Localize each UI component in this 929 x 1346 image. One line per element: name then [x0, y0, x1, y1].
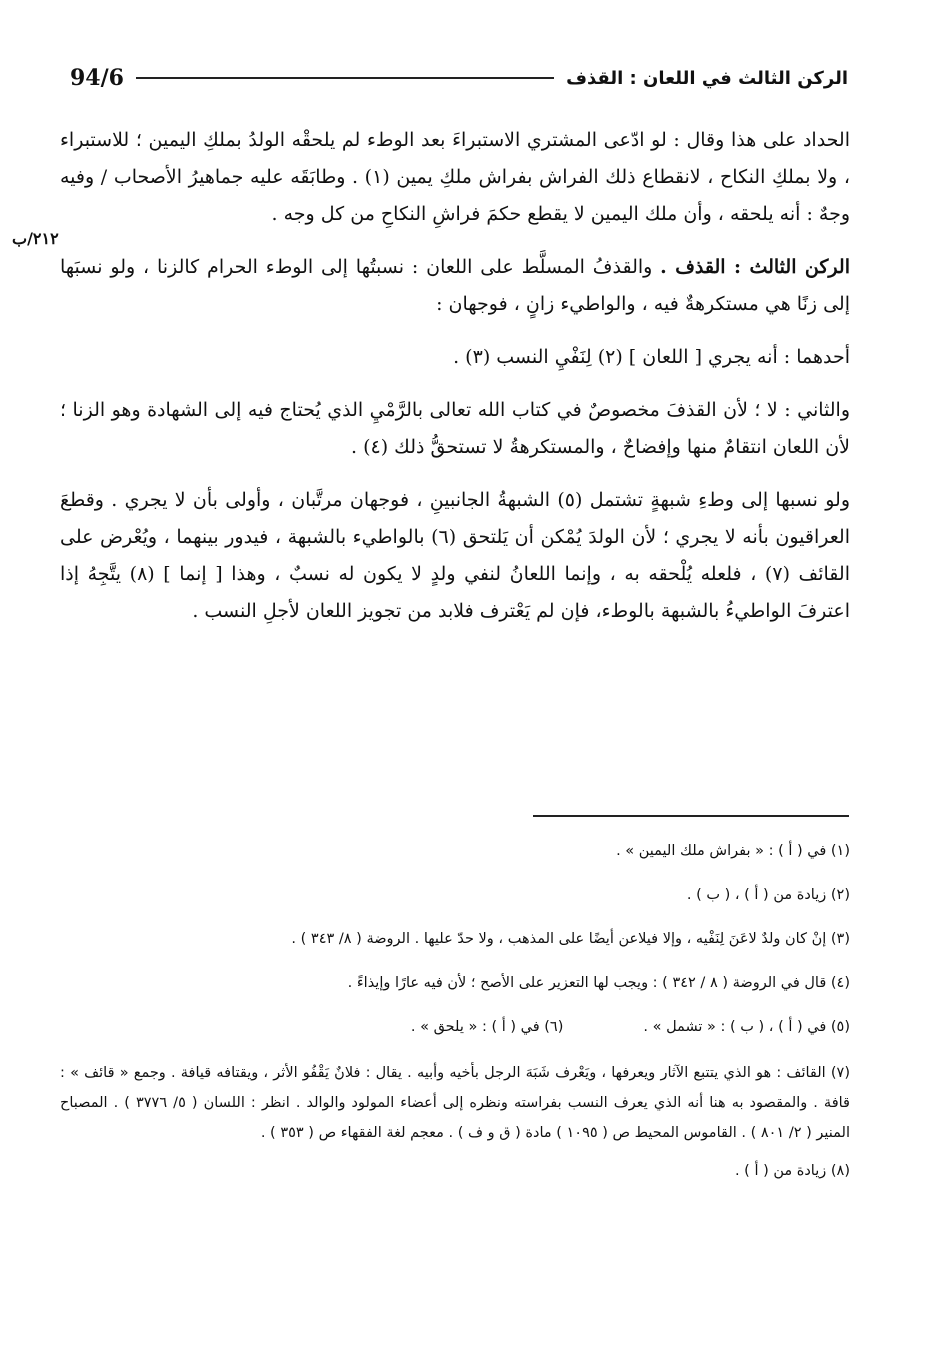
footnote: (٢) زيادة من ( أ ) ، ( ب ) .: [686, 887, 850, 903]
footnote-row: [60, 1014, 850, 1040]
paragraph: والثاني : لا ؛ لأن القذفَ مخصوصٌ في كتاب الله تعالى بالرَّمْيِ الذي يُحتاج فيه إلى الشهادة وهو الزنا ؛ لأن اللعان انتقامٌ منها وإفضاحٌ ، والمستكرهةُ لا تستحقُّ ذلك (٤) .: [60, 399, 850, 458]
paragraph: الحداد على هذا وقال : لو ادّعى المشتري الاستبراءَ بعد الوطء لم يلحقْه الولدُ بملكِ اليمين ؛ للاستبراء ، ولا بملكِ النكاح ، لانقطاع ذلك الفراش بفراش ملكِ يمين (١) . وطابَقَه عليه جماهيرُ الأصحاب / وفيه وجهٌ : أنه يلحقه ، وأن ملك اليمين لا يقطع حكمَ فراشِ النكاحِ من كل وجه .: [60, 129, 850, 225]
footnote: (٥) في ( أ ) ، ( ب ) : « تشمل » .: [643, 1019, 850, 1035]
header-rule: [136, 77, 554, 79]
footnote: (٧) القائف : هو الذي يتتبع الآثار ويعرفها ، ويَعْرف شَبَهَ الرجل بأخيه وأبيه . يقال : فلانٌ يَقْفُو الأثر ، ويقتافه قيافة . وجمع « قائف » : قافة . والمقصود به هنا أنه الذي يعرف النسب بفراسته ونظره إلى أعضاء المولود والوالد . انظر : اللسان ( ٥/ ٣٧٧٦ ) . المصباح المنير ( ٢/ ٨٠١ ) . القاموس المحيط ص ( ١٠٩٥ ) مادة ( ق و ف ) . معجم لغة الفقهاء ص ( ٣٥٣ ) .: [60, 1065, 850, 1141]
running-title: الركن الثالث في اللعان : القذف: [566, 67, 848, 89]
paragraph: [60, 249, 850, 323]
footnote-separator: [533, 815, 849, 817]
page-header: [70, 60, 848, 96]
footnote: (٤) قال في الروضة ( ٨ / ٣٤٢ ) : ويجب لها التعزير على الأصح ؛ لأن فيه عارًا وإيذاءً .: [347, 975, 850, 991]
footnotes: [60, 838, 850, 1202]
section-heading: الركن الثالث : القذف .: [660, 256, 850, 278]
footnote: (٨) زيادة من ( أ ) .: [734, 1163, 850, 1179]
footnote: (١) في ( أ ) : « بفراش ملك اليمين » .: [616, 843, 850, 859]
footnote: (٣) إنْ كان ولدٌ لاعَنَ لِنَفْيه ، وإلا فيلاعن أيضًا على المذهب ، ولا حدّ عليها . الروضة ( ٨/ ٣٤٣ ) .: [291, 931, 850, 947]
paragraph-text: والقذفُ المسلَّط على اللعان : نسبتُها إلى الوطء الحرام كالزنا ، ولو نسبَها إلى زنًا هي مستكرهةٌ فيه ، والواطيء زانٍ ، فوجهان :: [60, 256, 850, 315]
margin-folio: ٢١٢/ب: [12, 229, 59, 248]
paragraph: ولو نسبها إلى وطءِ شبهةٍ تشتمل (٥) الشبهةُ الجانبينِ ، فوجهان مرتَّبان ، وأولى بأن لا يجري . وقطعَ العراقيون بأنه لا يجري ؛ لأن الولدَ يُمْكن أن يَلتحق (٦) بالواطيء بالشبهة ، فيدور بينهما ، ويُعْرض على القائف (٧) ، فلعله يُلْحقه به ، وإنما اللعانُ لنفي ولدٍ لا يكون له نسبٌ ، وهذا [ إنما ] (٨) يتَّجِهُ إذا اعترفَ الواطيءُ بالشبهة بالوطء، فإن لم يَعْترف فلابد من تجويز اللعان لأجلِ النسب .: [60, 489, 850, 622]
page-number: 94/6: [70, 65, 124, 91]
footnote: (٦) في ( أ ) : « يلحق » .: [410, 1019, 564, 1035]
main-text: [60, 122, 850, 646]
paragraph: أحدهما : أنه يجري [ اللعان ] (٢) لِنَفْيِ النسب (٣) .: [453, 346, 850, 368]
